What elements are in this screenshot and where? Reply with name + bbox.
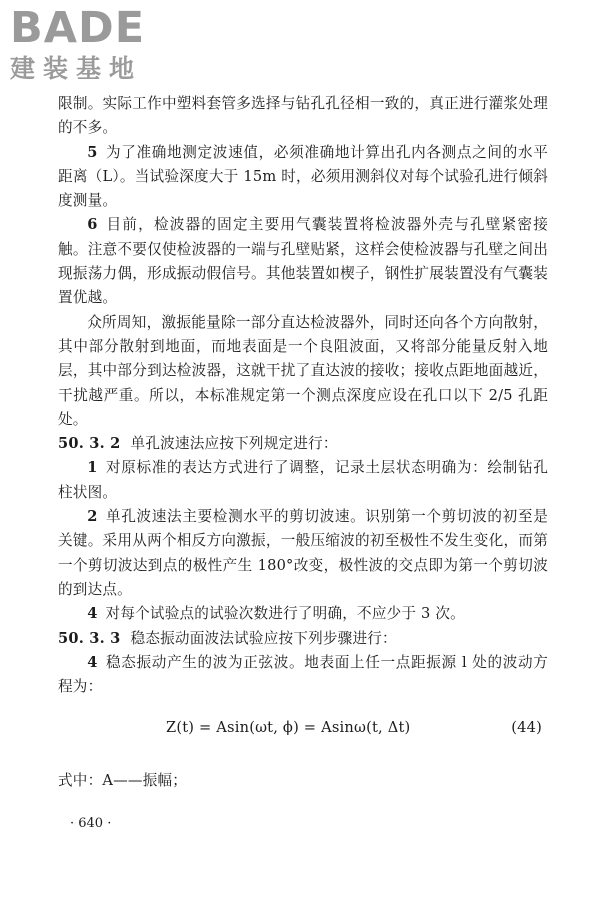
section-number: 50. 3. 2 [58, 435, 121, 453]
item-text: 稳态振动产生的波为正弦波。地表面上任一点距振源 l 处的波动方程为： [58, 653, 548, 696]
paragraph-item-6 [58, 213, 548, 310]
watermark-logo [10, 4, 180, 84]
section-heading-50-3-3 [58, 627, 548, 651]
paragraph-item-5 [58, 141, 548, 214]
paragraph-explanation: 众所周知，激振能量除一部分直达检波器外，同时还向各个方向散射，其中部分散射到地面，而地表面是一个良阻波面，又将部分能量反射入地层，其中部分到达检波器，这就干扰了直达波的接收；接收点距地面越近，干扰越严重。所以，本标准规定第一个测点深度应设在孔口以下 2/5 孔距处。 [58, 313, 548, 428]
item-text: 单孔波速法主要检测水平的剪切波速。识别第一个剪切波的初至是关键。采用从两个相反方向激振，一般压缩波的初至极性不发生变化，而第一个剪切波达到点的极性产生 180°改变，极性波的交点即为第一个剪切波的到达点。 [58, 508, 548, 598]
document-body [58, 92, 548, 794]
item-text: 目前，检波器的固定主要用气囊装置将检波器外壳与孔壁紧密接触。注意不要仅使检波器的一端与孔壁贴紧，这样会使检波器与孔壁之间出现振荡力偶，形成振动假信号。其他装置如楔子，钢性扩展装置没有气囊装置优越。 [58, 216, 548, 307]
logo-mark: BADE [10, 3, 146, 53]
paragraph-item-2 [58, 505, 548, 602]
item-number: 2 [87, 508, 98, 526]
paragraph-continued: 限制。实际工作中塑料套管多选择与钻孔孔径相一致的，真正进行灌浆处理的不多。 [58, 95, 548, 137]
section-heading-50-3-2 [58, 432, 548, 456]
item-number: 4 [87, 605, 98, 623]
paragraph-item-4b [58, 651, 548, 700]
section-title: 单孔波速法应按下列规定进行： [130, 435, 338, 453]
where-clause: 式中：A——振幅； [58, 772, 188, 790]
paragraph-item-1 [58, 456, 548, 505]
logo-subtitle: 建装基地 [10, 54, 143, 83]
equation-number: (44) [511, 719, 542, 737]
item-number: 4 [87, 653, 98, 671]
page-number: · 640 · [70, 816, 112, 831]
section-title: 稳态振动面波法试验应按下列步骤进行： [130, 629, 397, 647]
section-number: 50. 3. 3 [58, 629, 121, 647]
item-text: 对原标准的表达方式进行了调整，记录土层状态明确为：绘制钻孔柱状图。 [58, 459, 548, 501]
item-number: 5 [87, 143, 98, 161]
equation-expression: Z(t) = Asin(ωt, ϕ) = Asinω(t, Δt) [166, 719, 411, 737]
item-text: 对每个试验点的试验次数进行了明确，不应少于 3 次。 [105, 605, 465, 623]
equation [58, 715, 548, 741]
item-number: 1 [87, 459, 98, 477]
item-text: 为了准确地测定波速值，必须准确地计算出孔内各测点之间的水平距离（L）。当试验深度大于 15m 时，必须用测斜仪对每个试验孔进行倾斜度测量。 [58, 143, 548, 210]
paragraph-item-4 [58, 602, 548, 626]
item-number: 6 [87, 216, 98, 234]
